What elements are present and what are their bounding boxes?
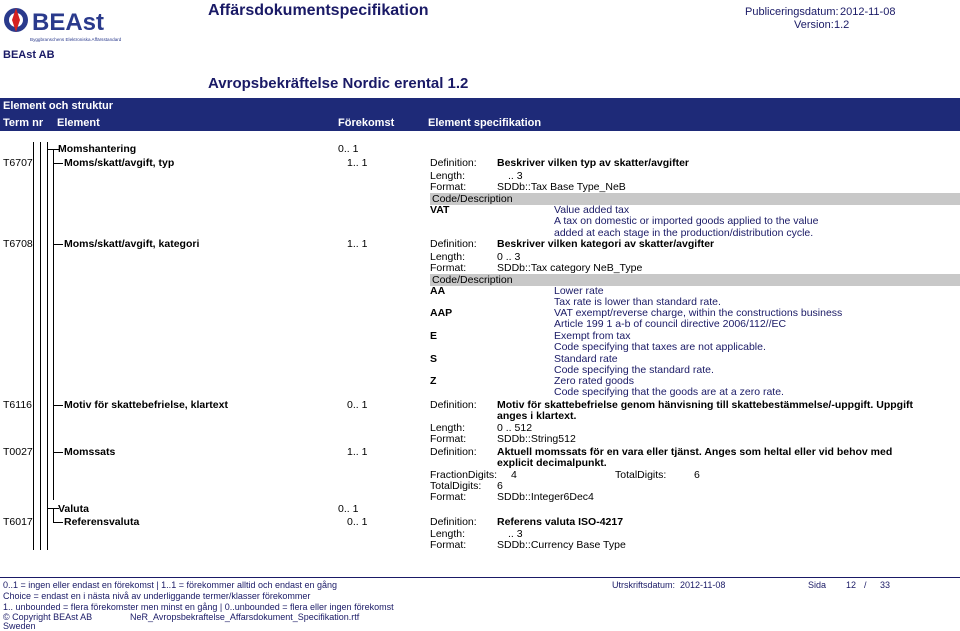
page-label: Sida bbox=[808, 580, 827, 590]
print-date: 2012-11-08 bbox=[680, 580, 726, 590]
format-value: SDDb::Tax Base Type_NeB bbox=[497, 181, 626, 193]
total-digits-label: TotalDigits: bbox=[430, 480, 482, 492]
format-value: SDDb::String512 bbox=[497, 433, 576, 445]
print-date-label: Utrskriftsdatum: bbox=[612, 580, 676, 590]
tree-line-1 bbox=[33, 142, 34, 550]
code-desc: added at each stage in the production/distribution cycle. bbox=[554, 227, 814, 239]
element-name: Referensvaluta bbox=[64, 516, 140, 528]
definition-label: Definition: bbox=[430, 516, 477, 528]
total-digits-value: 6 bbox=[497, 480, 503, 492]
term-nr: T6017 bbox=[3, 516, 33, 528]
code-description-label: Code/Description bbox=[432, 274, 513, 286]
version-value: 1.2 bbox=[834, 19, 850, 31]
code-name: VAT exempt/reverse charge, within the constructions business bbox=[554, 307, 843, 319]
length-value: .. 3 bbox=[508, 528, 523, 540]
footer-copyright: © Copyright BEAst AB bbox=[3, 612, 93, 622]
format-label: Format: bbox=[430, 262, 467, 274]
definition-text: Beskriver vilken kategori av skatter/avgifter bbox=[497, 238, 715, 250]
total-digits-value: 6 bbox=[694, 469, 700, 481]
code-desc: Code specifying that taxes are not applicable. bbox=[554, 341, 766, 353]
footer-divider bbox=[0, 577, 960, 578]
col-term-nr: Term nr bbox=[3, 117, 44, 129]
fraction-digits-label: FractionDigits: bbox=[430, 469, 498, 481]
element-name: Motiv för skattebefrielse, klartext bbox=[64, 399, 228, 411]
length-value: 0 .. 3 bbox=[497, 251, 521, 263]
code: AA bbox=[430, 285, 446, 297]
footer-filename: NeR_Avropsbekraftelse_Affarsdokument_Specifikation.rtf bbox=[130, 612, 360, 622]
length-label: Length: bbox=[430, 528, 466, 540]
definition-label: Definition: bbox=[430, 446, 477, 458]
length-value: 0 .. 512 bbox=[497, 422, 533, 434]
page-number: 12 bbox=[846, 580, 857, 590]
definition-label: Definition: bbox=[430, 157, 477, 169]
occurrence: 0.. 1 bbox=[338, 503, 359, 515]
tree-line-valuta bbox=[53, 508, 54, 522]
occurrence: 1.. 1 bbox=[347, 157, 368, 169]
column-header-band bbox=[0, 114, 960, 131]
definition-text: Beskriver vilken typ av skatter/avgifter bbox=[497, 157, 690, 169]
format-value: SDDb::Currency Base Type bbox=[497, 539, 626, 551]
tree-branch-t0027 bbox=[53, 452, 63, 453]
code-name: Zero rated goods bbox=[554, 375, 634, 387]
page-separator: / bbox=[864, 580, 867, 590]
code-name: Lower rate bbox=[554, 285, 604, 297]
code-desc: A tax on domestic or imported goods applied to the value bbox=[554, 215, 819, 227]
published-label: Publiceringsdatum: bbox=[745, 6, 839, 18]
definition-label: Definition: bbox=[430, 238, 477, 250]
occurrence: 1.. 1 bbox=[347, 446, 368, 458]
tree-branch-t6017 bbox=[53, 522, 63, 523]
tree-line-2 bbox=[40, 142, 41, 550]
total-digits-label: TotalDigits: bbox=[615, 469, 667, 481]
term-nr: T0027 bbox=[3, 446, 33, 458]
definition-text: Motiv för skattebefrielse genom hänvisning till skattebestämmelse/-uppgift. Uppgift bbox=[497, 399, 913, 411]
format-label: Format: bbox=[430, 491, 467, 503]
fraction-digits-value: 4 bbox=[511, 469, 517, 481]
code: Z bbox=[430, 375, 437, 387]
col-element: Element bbox=[57, 117, 100, 129]
col-element-specifikation: Element specifikation bbox=[428, 117, 542, 129]
footer-legend-3: 1.. unbounded = flera förekomster men minst en gång | 0..unbounded = flera eller ingen förekomst bbox=[3, 602, 394, 612]
element-name: Momshantering bbox=[58, 143, 137, 155]
published-date: 2012-11-08 bbox=[840, 6, 896, 18]
definition-text: Referens valuta ISO-4217 bbox=[497, 516, 624, 528]
length-label: Length: bbox=[430, 422, 466, 434]
occurrence: 1.. 1 bbox=[347, 238, 368, 250]
code-name: Exempt from tax bbox=[554, 330, 631, 342]
term-nr: T6707 bbox=[3, 157, 33, 169]
code-description-bar bbox=[430, 193, 960, 205]
col-forekomst: Förekomst bbox=[338, 117, 395, 129]
section-title: Element och struktur bbox=[3, 100, 114, 112]
element-name: Momssats bbox=[64, 446, 116, 458]
code-desc: Article 199 1 a-b of council directive 2006/112//EC bbox=[554, 318, 787, 330]
tree-line-3 bbox=[47, 142, 48, 550]
length-value: .. 3 bbox=[508, 170, 523, 182]
footer-legend-1: 0..1 = ingen eller endast en förekomst | 1..1 = förekommer alltid och endast en gång bbox=[3, 580, 338, 590]
tree-branch-t6708 bbox=[53, 244, 63, 245]
format-value: SDDb::Integer6Dec4 bbox=[497, 491, 594, 503]
tree-branch-t6116 bbox=[53, 405, 63, 406]
tree-line-4 bbox=[53, 149, 54, 500]
document-title: Avropsbekräftelse Nordic erental 1.2 bbox=[208, 75, 469, 92]
code-name: Standard rate bbox=[554, 353, 618, 365]
tree-branch-t6707 bbox=[53, 163, 63, 164]
footer-legend-2: Choice = endast en i nästa nivå av underliggande termer/klasser förekommer bbox=[3, 591, 311, 601]
section-band bbox=[0, 98, 960, 114]
code: S bbox=[430, 353, 438, 365]
code: AAP bbox=[430, 307, 453, 319]
element-name: Moms/skatt/avgift, typ bbox=[64, 157, 175, 169]
code-desc: Code specifying that the goods are at a zero rate. bbox=[554, 386, 784, 398]
svg-text:Byggbranschens Elektroniska Af: Byggbranschens Elektroniska Affärsstandard bbox=[30, 37, 122, 42]
code: VAT bbox=[430, 204, 450, 216]
definition-text: Aktuell momssats för en vara eller tjänst. Anges som heltal eller vid behov med bbox=[497, 446, 893, 458]
code-description-label: Code/Description bbox=[432, 193, 513, 205]
code-desc: Code specifying the standard rate. bbox=[554, 364, 714, 376]
format-label: Format: bbox=[430, 181, 467, 193]
format-label: Format: bbox=[430, 539, 467, 551]
footer-country: Sweden bbox=[3, 621, 36, 631]
definition-label: Definition: bbox=[430, 399, 477, 411]
beast-logo bbox=[2, 2, 122, 46]
length-label: Length: bbox=[430, 251, 466, 263]
version-label: Version: bbox=[794, 19, 834, 31]
company-name: BEAst AB bbox=[3, 49, 55, 61]
code-name: Value added tax bbox=[554, 204, 630, 216]
page-total: 33 bbox=[880, 580, 891, 590]
code-description-bar bbox=[430, 274, 960, 286]
code-desc: Tax rate is lower than standard rate. bbox=[554, 296, 721, 308]
term-nr: T6708 bbox=[3, 238, 33, 250]
element-name: Valuta bbox=[58, 503, 89, 515]
format-label: Format: bbox=[430, 433, 467, 445]
definition-text: anges i klartext. bbox=[497, 410, 577, 422]
term-nr: T6116 bbox=[3, 399, 32, 411]
element-name: Moms/skatt/avgift, kategori bbox=[64, 238, 200, 250]
occurrence: 0.. 1 bbox=[347, 399, 368, 411]
occurrence: 0.. 1 bbox=[347, 516, 368, 528]
header-title: Affärsdokumentspecifikation bbox=[208, 2, 429, 19]
format-value: SDDb::Tax category NeB_Type bbox=[497, 262, 643, 274]
definition-text: explicit decimalpunkt. bbox=[497, 457, 607, 469]
svg-text:BEAst: BEAst bbox=[32, 9, 105, 36]
length-label: Length: bbox=[430, 170, 466, 182]
code: E bbox=[430, 330, 438, 342]
occurrence: 0.. 1 bbox=[338, 143, 359, 155]
